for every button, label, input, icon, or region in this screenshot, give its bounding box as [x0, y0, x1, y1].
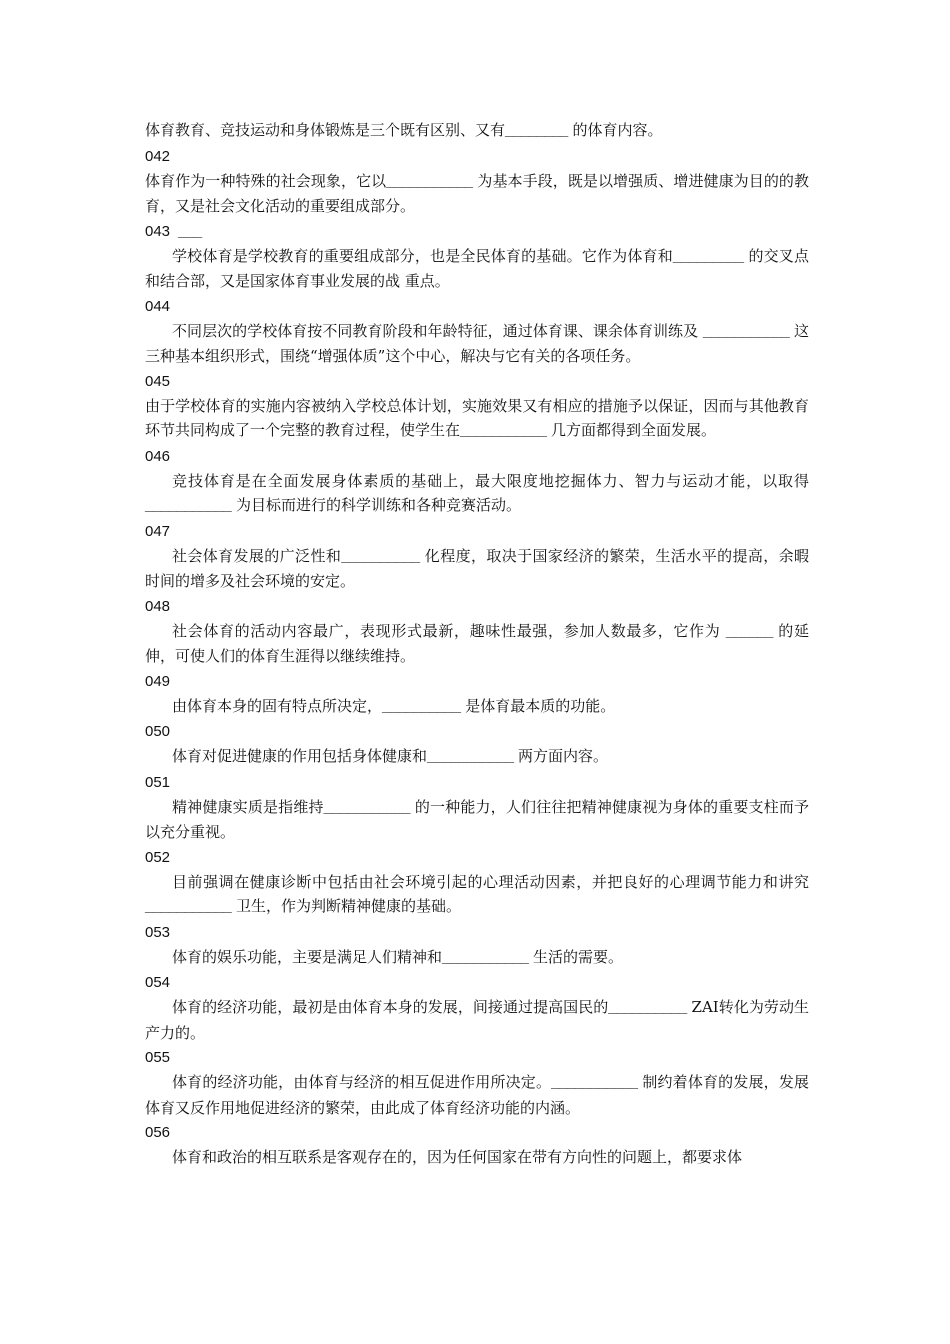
- answer-blank: ___________: [442, 948, 529, 966]
- question-047-text: 社会体育发展的广泛性和__________ 化程度，取决于国家经济的繁荣，生活水平的提高，余暇时间的增多及社会环境的安定。: [145, 546, 809, 590]
- answer-blank: ________: [505, 122, 568, 139]
- question-number: 042: [145, 147, 171, 165]
- answer-blank: ___________: [551, 1074, 638, 1091]
- question-056-text: 体育和政治的相互联系是客观存在的，因为任何国家在带有方向性的问题上，都要求体: [172, 1148, 743, 1166]
- answer-blank: ___________: [460, 422, 547, 439]
- answer-blank: ______: [725, 622, 773, 640]
- question-number: 050: [145, 723, 171, 740]
- question-number: 048: [145, 597, 171, 615]
- question-050-text: 体育对促进健康的作用包括身体健康和___________ 两方面内容。: [172, 747, 609, 765]
- question-number: 054: [145, 974, 171, 991]
- question-number-043: 043 ___: [145, 222, 202, 240]
- answer-blank: ___________: [145, 898, 232, 915]
- question-number: 056: [145, 1124, 171, 1141]
- question-number: 046: [145, 447, 171, 465]
- question-number: 049: [145, 672, 171, 690]
- answer-blank: ___________: [145, 497, 232, 514]
- question-045-text: 由于学校体育的实施内容被纳入学校总体计划，实施效果又有相应的措施予以保证，因而与其他教育环节共同构成了一个完整的教育过程，使学生在___________ 几方面都得到全面发展。: [145, 396, 809, 439]
- question-041-text: 体育教育、竞技运动和身体锻炼是三个既有区别、又有________ 的体育内容。: [145, 121, 663, 139]
- question-046-text: 竞技体育是在全面发展身体素质的基础上，最大限度地挖掘体力、智力与运动才能，以取得___________ 为目标而进行的科学训练和各种竞赛活动。: [145, 471, 809, 514]
- question-053-text: 体育的娱乐功能，主要是满足人们精神和___________ 生活的需要。: [172, 947, 624, 966]
- document-body: [145, 118, 809, 1170]
- question-048-text: 社会体育的活动内容最广，表现形式最新，趣味性最强，参加人数最多，它作为 ______ 的延伸，可使人们的体育生涯得以继续维持。: [145, 621, 809, 665]
- answer-blank: ___________: [386, 172, 473, 190]
- answer-blank: ___________: [427, 748, 514, 765]
- question-049-text: 由体育本身的固有特点所决定，__________ 是体育最本质的功能。: [172, 696, 616, 715]
- question-044-text: 不同层次的学校体育按不同教育阶段和年龄特征，通过体育课、课余体育训练及 ___________ 这三种基本组织形式，围绕“增强体质”这个中心，解决与它有关的各项任务。: [145, 321, 809, 365]
- question-number: 045: [145, 372, 171, 390]
- question-052-text: 目前强调在健康诊断中包括由社会环境引起的心理活动因素，并把良好的心理调节能力和讲究___________ 卫生，作为判断精神健康的基础。: [145, 872, 809, 915]
- question-054-text: 体育的经济功能，最初是由体育本身的发展，间接通过提高国民的__________ ZAI转化为劳动生产力的。: [145, 998, 809, 1042]
- question-number: 051: [145, 773, 171, 791]
- answer-blank: __________: [382, 697, 461, 715]
- answer-blank: __________: [341, 547, 420, 565]
- answer-blank: ___: [178, 222, 202, 240]
- answer-blank: ___________: [323, 798, 410, 816]
- question-055-text: 体育的经济功能，由体育与经济的相互促进作用所决定。___________ 制约着体育的发展，发展体育又反作用地促进经济的繁荣，由此成了体育经济功能的内涵。: [145, 1073, 809, 1117]
- question-number: 044: [145, 297, 171, 315]
- question-051-text: 精神健康实质是指维持___________ 的一种能力，人们往往把精神健康视为身体的重要支柱而予以充分重视。: [145, 797, 809, 841]
- question-number: 053: [145, 923, 171, 941]
- answer-blank: ___________: [702, 322, 790, 340]
- question-042-text: 体育作为一种特殊的社会现象，它以___________ 为基本手段，既是以增强质、增进健康为目的的教育，又是社会文化活动的重要组成部分。: [145, 171, 809, 215]
- question-number: 047: [145, 522, 171, 540]
- answer-blank: _________: [672, 247, 744, 265]
- answer-blank: __________: [608, 999, 687, 1016]
- question-number: 055: [145, 1049, 171, 1066]
- question-043-text: 学校体育是学校教育的重要组成部分，也是全民体育的基础。它作为体育和_________ 的交叉点和结合部，又是国家体育事业发展的战 重点。: [145, 246, 809, 290]
- question-number: 052: [145, 848, 171, 866]
